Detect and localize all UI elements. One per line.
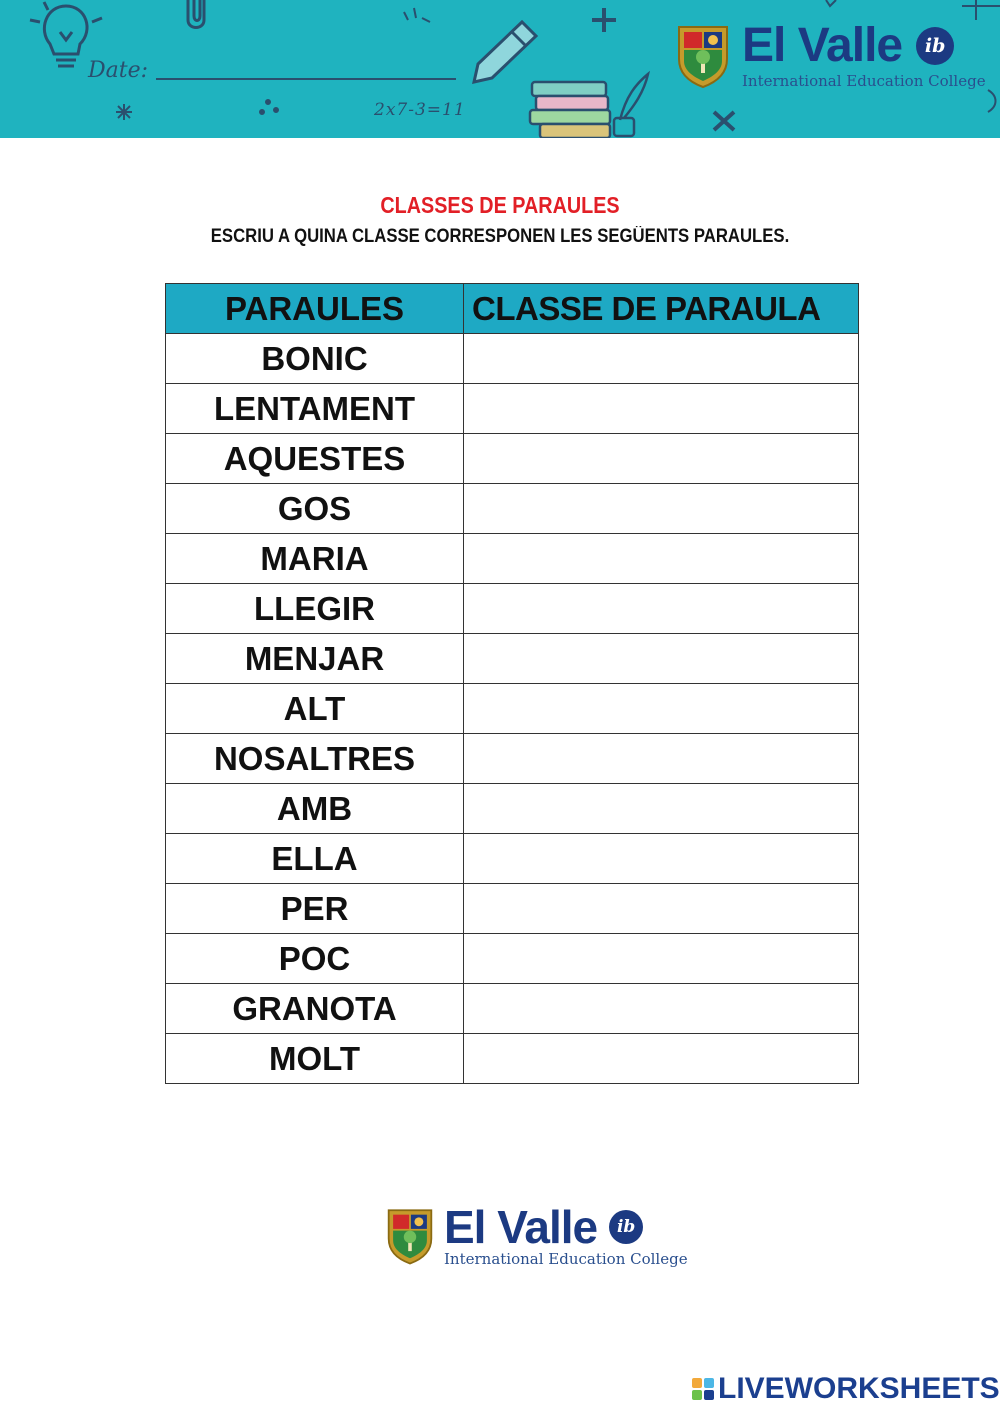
word-cell: MENJAR: [166, 634, 464, 684]
date-line[interactable]: [156, 78, 456, 80]
word-cell: ELLA: [166, 834, 464, 884]
header-words: PARAULES: [166, 284, 464, 334]
answer-input[interactable]: [464, 334, 859, 384]
word-cell: GRANOTA: [166, 984, 464, 1034]
table-header-row: [166, 284, 859, 334]
brand-logo-footer: [386, 1201, 688, 1268]
table-row: [166, 784, 859, 834]
math-doodle: 2x7-3=11: [374, 100, 466, 120]
word-cell: POC: [166, 934, 464, 984]
liveworksheets-logo[interactable]: [692, 1374, 1000, 1404]
quill-icon: [614, 74, 648, 136]
table-row: [166, 934, 859, 984]
paperclip-icon: [188, 0, 204, 28]
word-cell: MOLT: [166, 1034, 464, 1084]
school-crest-icon: [386, 1206, 434, 1266]
liveworksheets-text: LIVEWORKSHEETS: [718, 1372, 1000, 1405]
word-cell: BONIC: [166, 334, 464, 384]
answer-input[interactable]: [464, 634, 859, 684]
word-cell: ALT: [166, 684, 464, 734]
word-cell: GOS: [166, 484, 464, 534]
answer-input[interactable]: [464, 884, 859, 934]
answer-input[interactable]: [464, 834, 859, 884]
word-cell: MARIA: [166, 534, 464, 584]
answer-input[interactable]: [464, 534, 859, 584]
table-row: [166, 384, 859, 434]
pencil-icon: [474, 22, 536, 82]
plus-icon: [592, 8, 616, 32]
ib-badge-icon: ib: [916, 27, 954, 65]
word-cell: NOSALTRES: [166, 734, 464, 784]
brand-name: El Valle: [444, 1201, 598, 1253]
table-row: [166, 634, 859, 684]
liveworksheets-logo-icon: [692, 1378, 714, 1400]
word-cell: PER: [166, 884, 464, 934]
answer-input[interactable]: [464, 784, 859, 834]
answer-input[interactable]: [464, 934, 859, 984]
answer-input[interactable]: [464, 984, 859, 1034]
brand-logo-header: [676, 19, 986, 90]
worksheet-instruction: ESCRIU A QUINA CLASSE CORRESPONEN LES SEGÜENTS PARAULES.: [210, 226, 790, 247]
table-row: [166, 684, 859, 734]
brand-subtitle: International Education College: [742, 72, 986, 90]
word-class-table: [165, 283, 859, 1084]
table-row: [166, 984, 859, 1034]
answer-input[interactable]: [464, 584, 859, 634]
date-label: Date:: [88, 58, 149, 83]
table-row: [166, 334, 859, 384]
answer-input[interactable]: [464, 384, 859, 434]
table-row: [166, 884, 859, 934]
table-body: [166, 334, 859, 1084]
worksheet-title: CLASSES DE PARAULES: [380, 192, 620, 218]
table-row: [166, 1034, 859, 1084]
ib-badge-icon: ib: [609, 1210, 643, 1244]
brand-name: El Valle: [742, 19, 903, 72]
books-icon: [530, 82, 610, 138]
table-row: [166, 584, 859, 634]
header-word-class: CLASSE DE PARAULA: [464, 284, 859, 334]
school-crest-icon: [676, 23, 730, 89]
word-cell: LENTAMENT: [166, 384, 464, 434]
lightbulb-icon: [30, 2, 102, 66]
table-row: [166, 484, 859, 534]
word-cell: AMB: [166, 784, 464, 834]
word-cell: AQUESTES: [166, 434, 464, 484]
brand-subtitle: International Education College: [444, 1250, 688, 1268]
answer-input[interactable]: [464, 684, 859, 734]
table-row: [166, 834, 859, 884]
table-row: [166, 534, 859, 584]
answer-input[interactable]: [464, 484, 859, 534]
table-row: [166, 734, 859, 784]
table-row: [166, 434, 859, 484]
header-banner: [0, 0, 1000, 138]
answer-input[interactable]: [464, 734, 859, 784]
answer-input[interactable]: [464, 434, 859, 484]
answer-input[interactable]: [464, 1034, 859, 1084]
word-cell: LLEGIR: [166, 584, 464, 634]
x-mark-icon: [714, 112, 734, 130]
